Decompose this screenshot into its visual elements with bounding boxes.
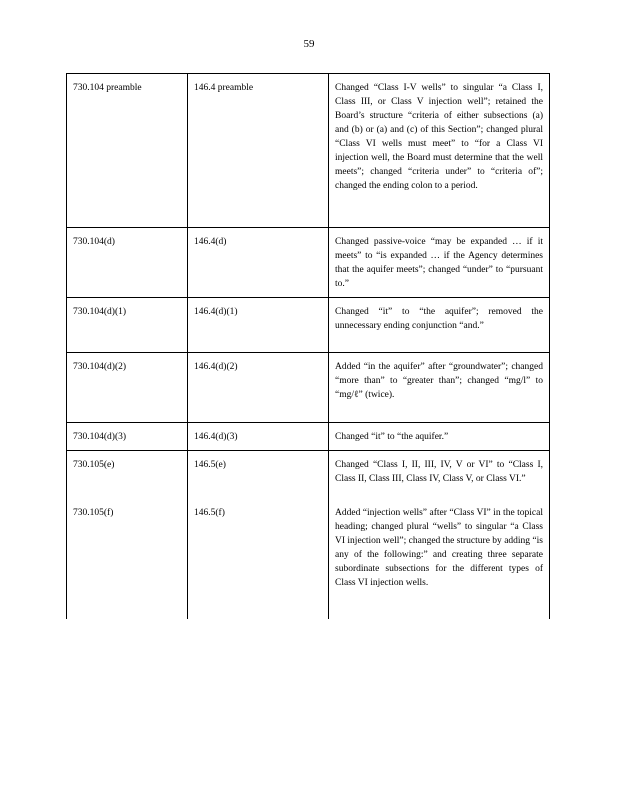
federal-section-cell: 146.4(d) bbox=[188, 228, 329, 298]
section-cell: 730.104(d)(1) bbox=[67, 298, 188, 353]
change-description-cell: Changed “it” to “the aquifer”; removed the unnecessary ending conjunction “and.” bbox=[329, 298, 550, 353]
change-description-cell bbox=[329, 451, 550, 619]
section-cell: 730.104 preamble bbox=[67, 74, 188, 228]
table-row bbox=[67, 451, 550, 619]
table-row bbox=[67, 423, 550, 451]
page-number: 59 bbox=[303, 38, 315, 50]
section-cell: 730.104(d)(3) bbox=[67, 423, 188, 451]
section-cell: 730.104(d) bbox=[67, 228, 188, 298]
table-row bbox=[67, 74, 550, 228]
federal-section-cell: 146.4 preamble bbox=[188, 74, 329, 228]
table-row bbox=[67, 353, 550, 423]
table-row bbox=[67, 298, 550, 353]
change-description-cell: Added “in the aquifer” after “groundwater”; changed “more than” to “greater than”; changed “mg/l” to “mg/ℓ” (twice). bbox=[329, 353, 550, 423]
section-cell: 730.104(d)(2) bbox=[67, 353, 188, 423]
federal-section-cell: 146.4(d)(3) bbox=[188, 423, 329, 451]
change-description: Added “injection wells” after “Class VI” in the topical heading; changed plural “wells” to singular “a Class VI injection well”; changed the structure by adding “is any of the following:” and creating three separate subordinate subsections for the different types of Class VI injection wells. bbox=[335, 508, 543, 588]
federal-section-cell: 146.4(d)(2) bbox=[188, 353, 329, 423]
section-id: 730.105(e) bbox=[73, 460, 115, 470]
section-id: 730.105(f) bbox=[73, 508, 114, 518]
change-description: Changed “Class I, II, III, IV, V or VI” to “Class I, Class II, Class III, Class IV, Class V, or Class VI.” bbox=[335, 460, 543, 484]
federal-section-cell: 146.4(d)(1) bbox=[188, 298, 329, 353]
cross-reference-table bbox=[66, 73, 550, 619]
change-description-cell: Changed “it” to “the aquifer.” bbox=[329, 423, 550, 451]
table-row bbox=[67, 228, 550, 298]
change-description-cell: Changed “Class I-V wells” to singular “a Class I, Class III, or Class V injection well”; retained the Board’s structure “criteria of either subsections (a) and (b) or (a) and (c) of this Section”; changed plural “Class VI wells must meet” to “for a Class VI injection well, the Board must determine that the well meets”; changed “criteria under” to “criteria of”; changed the ending colon to a period. bbox=[329, 74, 550, 228]
section-cell bbox=[67, 451, 188, 619]
federal-section-id: 146.5(f) bbox=[194, 508, 225, 518]
federal-section-id: 146.5(e) bbox=[194, 460, 226, 470]
federal-section-cell bbox=[188, 451, 329, 619]
change-description-cell: Changed passive-voice “may be expanded … if it meets” to “is expanded … if the Agency determines that the aquifer meets”; changed “under” to “pursuant to.” bbox=[329, 228, 550, 298]
